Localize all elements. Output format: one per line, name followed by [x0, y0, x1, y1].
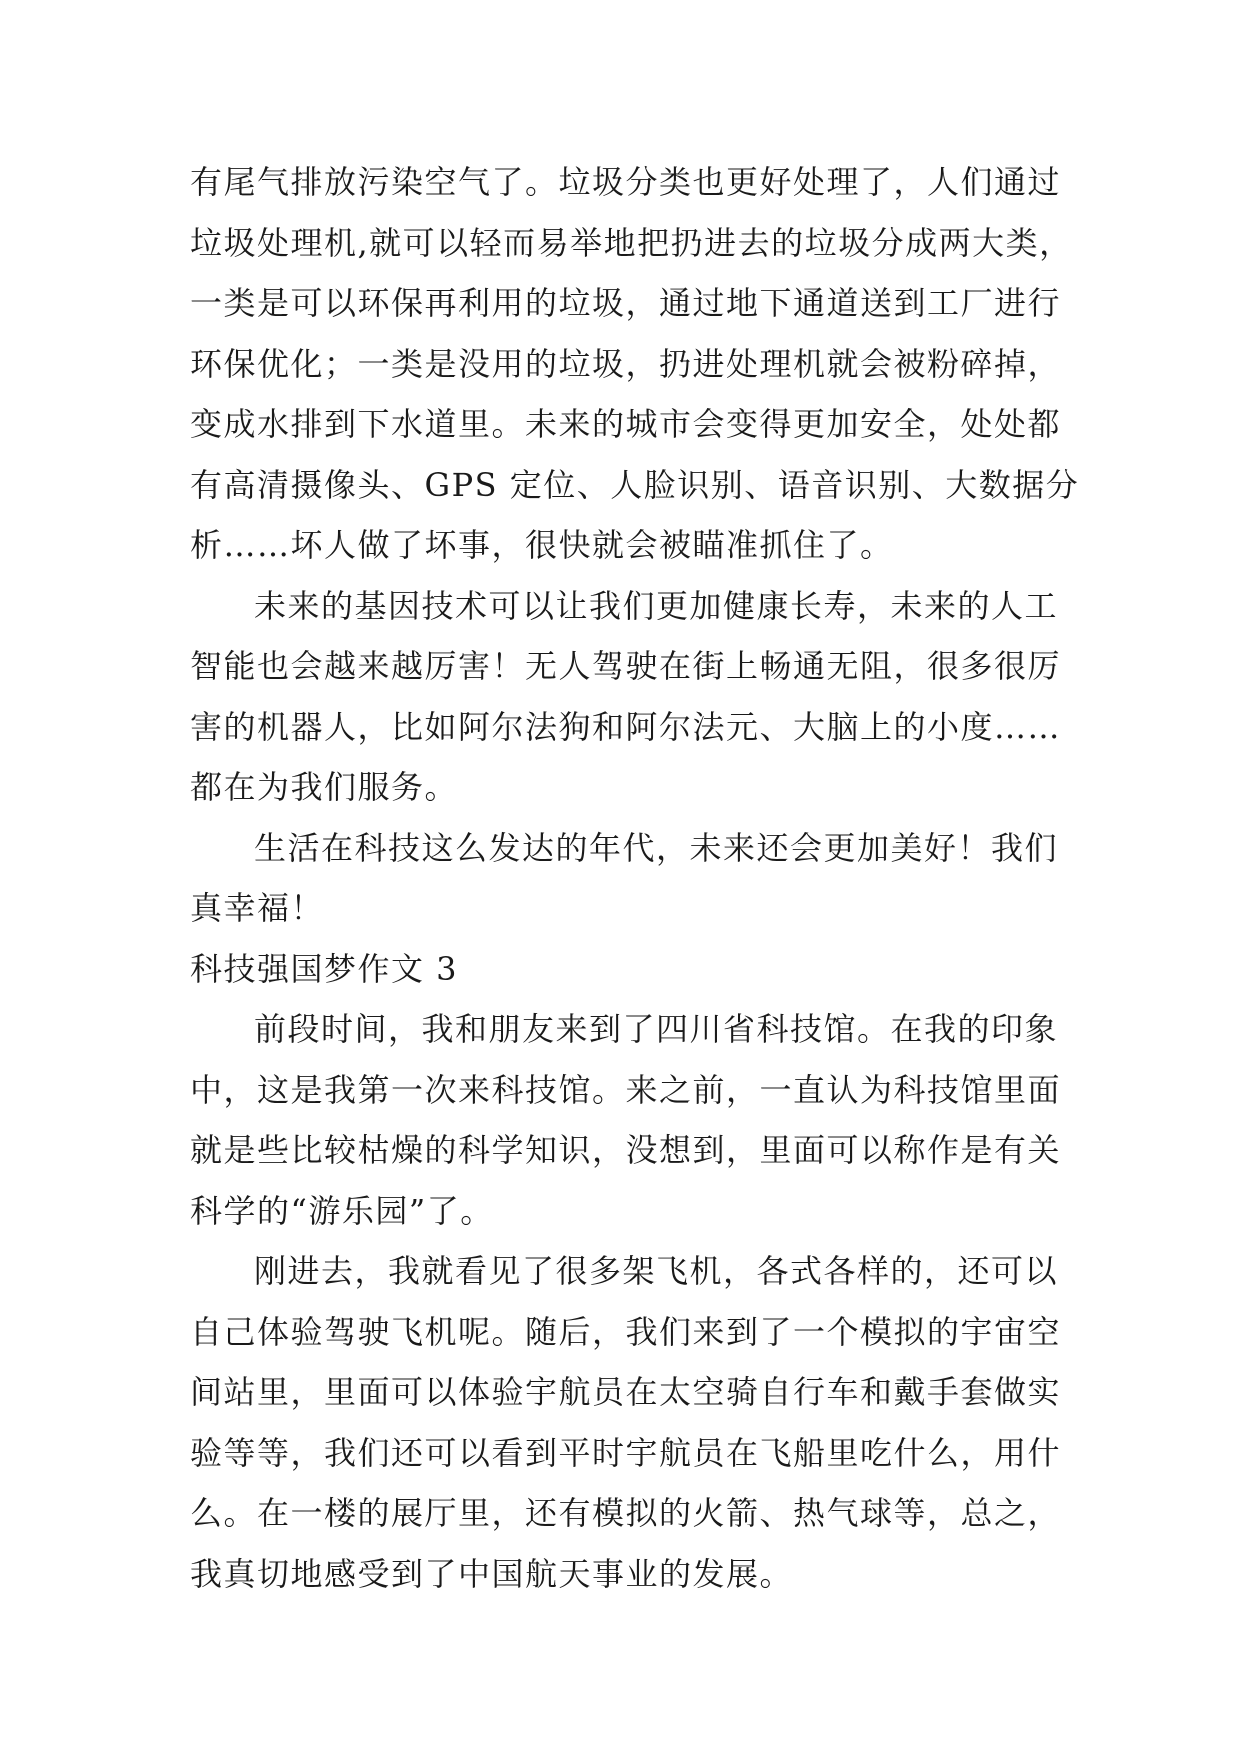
- text-line: 自己体验驾驶飞机呢。随后，我们来到了一个模拟的宇宙空: [190, 1312, 1062, 1351]
- paragraph-first-line: 生活在科技这么发达的年代，未来还会更加美好！我们: [254, 828, 1059, 867]
- text-line: 都在为我们服务。: [190, 768, 459, 806]
- text-line: 有高清摄像头、GPS 定位、人脸识别、语音识别、大数据分: [190, 465, 1080, 504]
- paragraph-first-line: 刚进去，我就看见了很多架飞机，各式各样的，还可以: [254, 1252, 1059, 1290]
- text-line: 我真切地感受到了中国航天事业的发展。: [190, 1554, 794, 1593]
- text-line: 就是些比较枯燥的科学知识，没想到，里面可以称作是有关: [190, 1131, 1062, 1169]
- text-line: 环保优化；一类是没用的垃圾，扔进处理机就会被粉碎掉，: [190, 344, 1062, 383]
- text-line: 害的机器人，比如阿尔法狗和阿尔法元、大脑上的小度……: [190, 707, 1062, 746]
- paragraph-first-line: 前段时间，我和朋友来到了四川省科技馆。在我的印象: [254, 1010, 1059, 1048]
- text-line: 间站里，里面可以体验宇航员在太空骑自行车和戴手套做实: [190, 1373, 1062, 1411]
- text-line: 有尾气排放污染空气了。垃圾分类也更好处理了，人们通过: [190, 163, 1062, 201]
- text-line: 变成水排到下水道里。未来的城市会变得更加安全，处处都: [190, 405, 1062, 443]
- text-line: 垃圾处理机,就可以轻而易举地把扔进去的垃圾分成两大类，: [190, 223, 1073, 262]
- text-line: 一类是可以环保再利用的垃圾，通过地下通道送到工厂进行: [190, 284, 1062, 322]
- text-line: 真幸福！: [190, 889, 325, 927]
- document-body: [190, 152, 1080, 1604]
- text-line: 验等等，我们还可以看到平时宇航员在飞船里吃什么，用什: [190, 1433, 1062, 1472]
- text-line: 科学的“游乐园”了。: [190, 1191, 494, 1230]
- section-heading: 科技强国梦作文 3: [190, 949, 459, 988]
- text-line: 智能也会越来越厉害！无人驾驶在街上畅通无阻，很多很厉: [190, 647, 1062, 685]
- text-line: 么。在一楼的展厅里，还有模拟的火箭、热气球等，总之，: [190, 1494, 1062, 1532]
- text-line: 析……坏人做了坏事，很快就会被瞄准抓住了。: [190, 526, 894, 564]
- text-line: 中，这是我第一次来科技馆。来之前，一直认为科技馆里面: [190, 1070, 1062, 1109]
- paragraph-first-line: 未来的基因技术可以让我们更加健康长寿，未来的人工: [254, 586, 1059, 625]
